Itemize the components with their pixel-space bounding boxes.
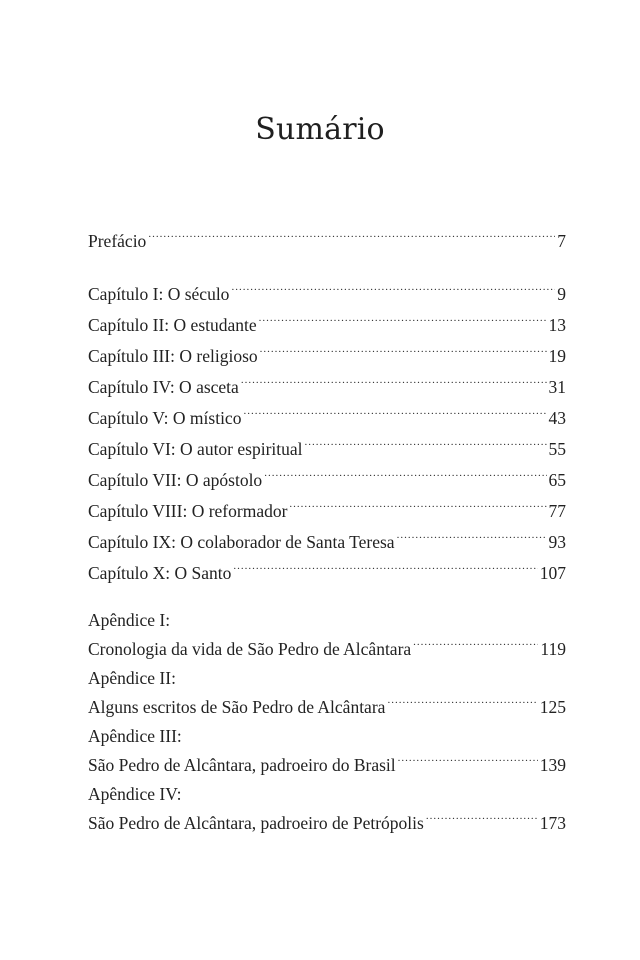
appendix-heading: Apêndice III: xyxy=(88,726,182,746)
toc-entry-label: São Pedro de Alcântara, padroeiro do Brasil xyxy=(88,755,396,775)
toc-entry-label: Prefácio xyxy=(88,231,147,251)
section-gap xyxy=(88,257,566,279)
appendix-title-line xyxy=(88,692,566,723)
toc-entry-chapter xyxy=(88,372,566,403)
toc-entry-label: Capítulo VI: O autor espiritual xyxy=(88,439,303,459)
appendix-title-line xyxy=(88,750,566,781)
toc-page-number: 7 xyxy=(557,231,566,251)
dot-leader xyxy=(243,407,546,425)
appendix-heading: Apêndice IV: xyxy=(88,784,182,804)
toc-entry-chapter xyxy=(88,403,566,434)
dot-leader xyxy=(397,531,547,549)
dot-leader xyxy=(233,562,537,580)
toc-entry-chapter xyxy=(88,279,566,310)
toc-entry-appendix xyxy=(88,607,566,665)
dot-leader xyxy=(387,696,537,714)
toc-entry-label: Capítulo IX: O colaborador de Santa Teresa xyxy=(88,532,395,552)
toc-page-number: 139 xyxy=(539,755,566,775)
toc-page-number: 107 xyxy=(539,563,566,583)
toc-entry-appendix xyxy=(88,665,566,723)
toc-entry-label: São Pedro de Alcântara, padroeiro de Petrópolis xyxy=(88,813,424,833)
dot-leader xyxy=(426,812,538,830)
toc-entry-label: Capítulo VIII: O reformador xyxy=(88,501,288,521)
toc-entry-label: Capítulo III: O religioso xyxy=(88,346,258,366)
toc-entry-chapter xyxy=(88,434,566,465)
dot-leader xyxy=(305,438,547,456)
toc-entry-label: Alguns escritos de São Pedro de Alcântara xyxy=(88,697,386,717)
toc-entry-label: Capítulo I: O século xyxy=(88,284,230,304)
toc-entry-label: Capítulo V: O místico xyxy=(88,408,242,428)
toc-entry-label: Capítulo VII: O apóstolo xyxy=(88,470,263,490)
toc-page-number: 119 xyxy=(540,639,566,659)
toc-page-number: 77 xyxy=(548,501,566,521)
toc-page-number: 125 xyxy=(539,697,566,717)
appendix-title-line xyxy=(88,808,566,839)
toc-entry-chapter xyxy=(88,465,566,496)
page-title: Sumário xyxy=(255,112,385,147)
dot-leader xyxy=(289,500,546,518)
appendix-title-line xyxy=(88,634,566,665)
toc-page-number: 31 xyxy=(548,377,566,397)
toc-entry-chapter xyxy=(88,341,566,372)
dot-leader xyxy=(264,469,546,487)
section-gap xyxy=(88,589,566,607)
toc-page-number: 43 xyxy=(548,408,566,428)
toc-page-number: 9 xyxy=(557,284,566,304)
table-of-contents xyxy=(88,226,566,839)
toc-entry-label: Capítulo II: O estudante xyxy=(88,315,257,335)
toc-page-number: 93 xyxy=(548,532,566,552)
toc-entry-chapter xyxy=(88,496,566,527)
dot-leader xyxy=(148,230,555,248)
appendix-heading: Apêndice II: xyxy=(88,668,176,688)
dot-leader xyxy=(260,345,547,363)
toc-entry-chapter xyxy=(88,558,566,589)
dot-leader xyxy=(241,376,547,394)
toc-page-number: 13 xyxy=(548,315,566,335)
toc-page-number: 19 xyxy=(548,346,566,366)
toc-page-number: 173 xyxy=(539,813,566,833)
toc-entry-label: Cronologia da vida de São Pedro de Alcântara xyxy=(88,639,412,659)
appendix-heading: Apêndice I: xyxy=(88,610,171,630)
toc-entry-chapter xyxy=(88,527,566,558)
appendix-list xyxy=(88,607,566,839)
toc-entry-chapter xyxy=(88,310,566,341)
dot-leader xyxy=(398,754,538,772)
dot-leader xyxy=(413,638,538,656)
toc-entry-appendix xyxy=(88,723,566,781)
dot-leader xyxy=(231,283,555,301)
toc-entry-preface xyxy=(88,226,566,257)
dot-leader xyxy=(259,314,547,332)
toc-page-number: 65 xyxy=(548,470,566,490)
chapter-list xyxy=(88,279,566,589)
toc-page-number: 55 xyxy=(548,439,566,459)
toc-entry-appendix xyxy=(88,781,566,839)
toc-entry-label: Capítulo IV: O asceta xyxy=(88,377,239,397)
toc-entry-label: Capítulo X: O Santo xyxy=(88,563,232,583)
